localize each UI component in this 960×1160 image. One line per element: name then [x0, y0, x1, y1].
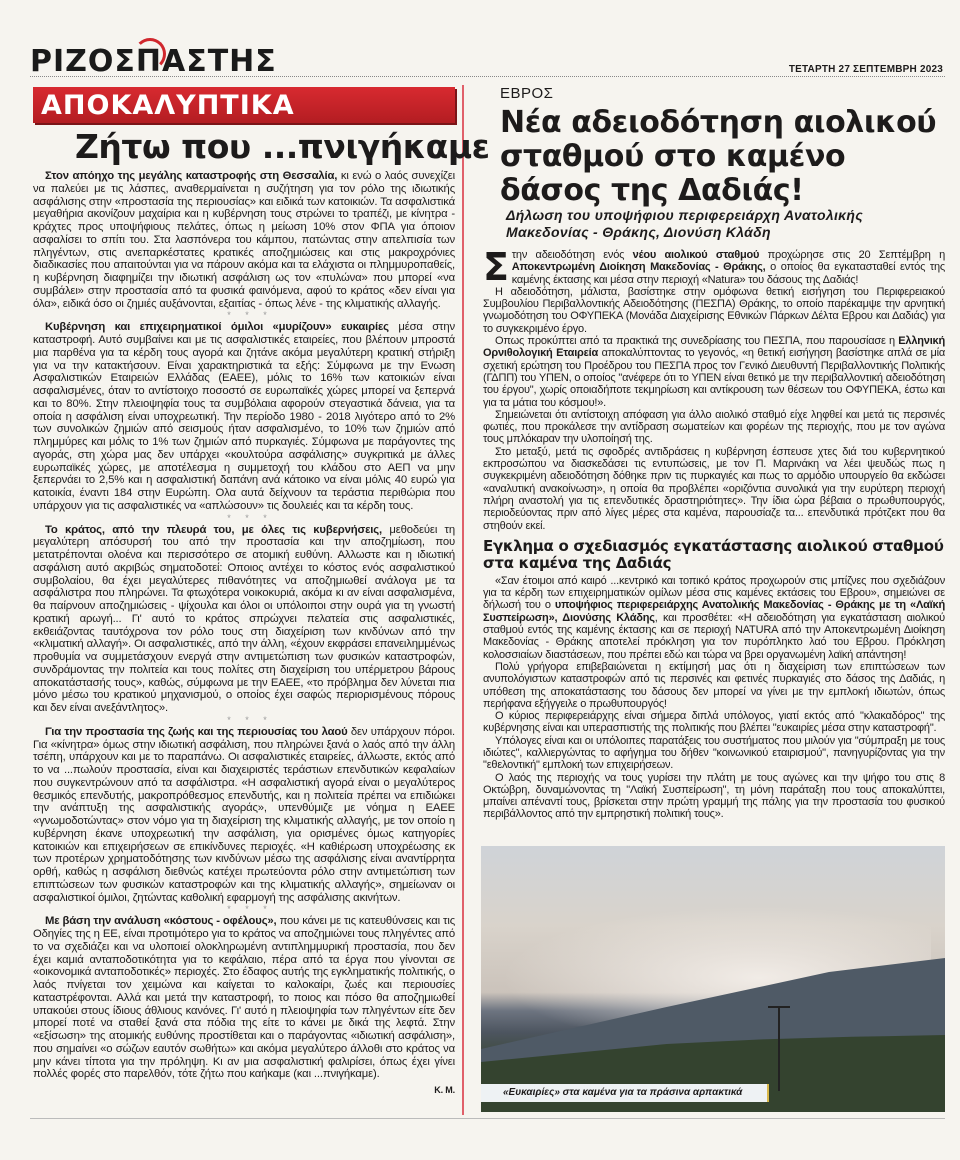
logo-emblem-icon	[134, 38, 166, 70]
section-separator: * * *	[227, 512, 273, 523]
right-subtitle: Δήλωση του υποψήφιου περιφερειάρχη Ανατολικής Μακεδονίας - Θράκης, Διονύση Κλάδη	[506, 207, 863, 240]
paragraph-text: Σημειώνεται ότι αντίστοιχη απόφαση για άλλο αιολικό σταθμό είχε ληφθεί και μετά τις περσινές φωτιές, που προκάλεσε την αντίδραση σωματείων και φορέων της περιοχής, που με τον αγώνα τους μπλόκαραν την υλοποίησή της.	[483, 408, 945, 446]
logo-text: ΡΙΖΟΣΠΑΣΤΗΣ	[30, 44, 277, 79]
article-paragraph	[483, 335, 945, 409]
right-article-body	[483, 245, 945, 821]
paragraph-text: αποκαλύπτοντας το γεγονός, «η θετική εισήγηση βασίστηκε απλά σε μία σχετική ερώτηση του Προέδρου του ΠΕΣΠΑ προς τον Γενικό Διευθυντή Περιβαλλοντικής Πολιτικής (ΓΔΠΠ) του ΥΠΕΝ, ο οποίος "ανέφερε ότι το ΥΠΕΝ είναι θετικό με την περιβαλλοντική αδειοδότηση του έργου", χωρίς οποιαδήποτε τεκμηρίωση και αντίκρουση των θέσεων του ΟΦΥΠΕΚΑ, έστω και για τα μάτια του κόσμου!».	[483, 347, 945, 409]
newspaper-logo	[30, 44, 277, 79]
section-separator: * * *	[227, 310, 273, 321]
bold-lead-text: Ελληνική Ορνιθολογική Εταιρεία	[483, 335, 945, 360]
article-paragraph	[483, 409, 945, 446]
article-paragraph	[483, 661, 945, 710]
article-paragraph	[33, 915, 455, 1081]
header-rule	[30, 76, 945, 77]
article-photo	[481, 846, 945, 1112]
column-divider	[462, 85, 464, 1115]
right-subheading: Εγκλημα ο σχεδιασμός εγκατάστασης αιολικού σταθμού στα καμένα της Δαδιάς	[483, 536, 944, 572]
paragraph-text: Πολύ γρήγορα επιβεβαιώνεται η εκτίμησή μας ότι η διαχείριση των επιπτώσεων των ανυπολόγιστων καταστροφών από τις περσινές και φετινές πυρκαγιές στο δάσος της Δαδιάς, η υπόθεση της αποκατάστασης του δάσους δεν μπορεί να γίνει με την εμπλοκή ιδιωτών, όπως περήφανα εξήγγειλε ο πρωθυπουργός!	[483, 660, 945, 710]
paragraph-text: Η αδειοδότηση, μάλιστα, βασίστηκε στην ομόφωνα θετική εισήγηση του Περιφερειακού Συμβουλίου Περιβαλλοντικής Αδειοδότησης (ΠΕΣΠΑ) Θράκης, το οποίο παρέκαμψε την αρνητική γνωμοδότηση του ΟΦΥΠΕΚΑ (Μονάδα Διαχείρισης Εθνικών Πάρκων Δέλτα Εβρου και Δαδιάς) για το συγκεκριμένο έργο.	[483, 285, 945, 335]
footer-rule	[30, 1118, 945, 1119]
bold-lead-text: Το κράτος, από την πλευρά του, με όλες τις κυβερνήσεις,	[45, 523, 382, 536]
article-paragraph	[33, 726, 455, 905]
article-paragraph	[483, 245, 945, 289]
paragraph-text: , και προσθέτει: «Η αδειοδότηση για εγκατάσταση αιολικού σταθμού εντός της καμένης έκτασης και σε περιοχή NATURA από την Αποκεντρωμένη Διοίκηση Μακεδονίας - Θράκης αποτελεί πρόκληση για τον πυρόπληκτο λαό του Εβρου. Πρόκληση κολοσσιαίων διαστάσεων, που πρέπει εδώ και τώρα να βρει οργανωμένη λαϊκή απάντηση!	[483, 611, 945, 661]
bold-lead-text: Αποκεντρωμένη Διοίκηση Μακεδονίας - Θράκης,	[511, 261, 766, 274]
bold-lead-text: Κυβέρνηση και επιχειρηματικοί όμιλοι «μυρίζουν» ευκαιρίες	[45, 321, 389, 334]
article-paragraph	[483, 446, 945, 532]
bold-lead-text: υποψήφιος περιφερειάρχης Ανατολικής Μακεδονίας - Θράκης με τη «Λαϊκή Συσπείρωση», Διονύσης Κλάδης	[483, 599, 945, 624]
photo-utility-pole	[778, 1006, 780, 1091]
paragraph-text: που κάνει με τις κατευθύνσεις και τις Οδηγίες της η ΕΕ, είναι προτιμότερο για το κράτος να αποζημιώνει τους πληγέντες από το να σχεδιάζει και να υλοποιεί ολοκληρωμένη αντιπλημμυρική προστασία, που δεν έχει καμιά ανταποδοτικότητα για το κεφάλαιο, πέρα από τα έργα που γίνονται σε «οικονομικά ανταποδοτικές» περιοχές. Στο έδαφος αυτής της εγκληματικής πολιτικής, ο λαός πνίγεται τον χειμώνα και καίγεται το καλοκαίρι, ζωές και περιουσίες καταστρέφονται. Αλλά και μετά την καταστροφή, το ποιος και πόσο θα αποζημιωθεί υπακούει στους ίδιους άθλιους κανόνες. Γι' αυτό η πλειοψηφία των πληγέντων είτε δεν μπορεί ποτέ να σταθεί ξανά στα πόδια της είτε το κάνει με δικά της λεφτά. Στην «εξίσωση» της ατομικής ευθύνης προστίθεται και ο παράγοντας «ιδιωτική ασφάλιση», που σημαίνει «ο σώζων εαυτόν σωθήτω» και ακόμα μεγαλύτερο άλλοθι στο κράτος να μην κάνει τίποτα για την πρόληψη. Κι αν μια ασφαλιστική φαλιρίσει, όπως έχει γίνει πολλές φορές στο παρελθόν, τότε ζήτω που καήκαμε (και ...πνιγήκαμε).	[33, 915, 455, 1081]
article-paragraph	[483, 286, 945, 335]
article-paragraph	[33, 524, 455, 715]
section-separator: * * *	[227, 904, 273, 915]
paragraph-text: μέσα στην καταστροφή. Αυτό συμβαίνει και με τις ασφαλιστικές εταιρείες, που βλέπουν μπροστά μια παρθένα για τα κέρδη τους αγορά και ζητάνε ακόμα μεγαλύτερη κρατική στήριξη για να την κατακτήσουν. Είναι χαρακτηριστικά τα εξής: Σύμφωνα με την Ενωση Ασφαλιστικών Εταιρειών Ελλάδας (ΕΑΕΕ), μόλις το 16% των κατοικιών είναι ασφαλισμένες, όταν το αντίστοιχο ποσοστό σε ευρωπαϊκές χώρες μπορεί να ξεπερνά και το 80%. Στην πλειοψηφία τους τα συμβόλαια αφορούν στεγαστικά δάνεια, για τα οποία η ασφάλιση είναι υποχρεωτική. Την περίοδο 1980 - 2018 λιγότερο από το 2% των συνολικών ζημιών από σεισμούς ήταν ασφαλισμένο, το 10% των ζημιών από πλημμύρες και μόλις το 1% των ζημιών από πυρκαγιές. Σύμφωνα με παράγοντες της αγοράς, στη χώρα μας δεν υπάρχει «κουλτούρα ασφάλισης» συγκριτικά με άλλες ευρωπαϊκές χώρες, με αποτέλεσμα η συμμετοχή του κλάδου στο ΑΕΠ να μην ξεπερνάει το 2,5% και η ασφαλιστική δαπάνη ανά κάτοικο να είναι μόλις 40 ευρώ για κατοικία, έναντι 184 στην Ευρώπη. Ολα αυτά δείχνουν τα τεράστια περιθώρια που υπάρχουν για τις ασφαλιστικές να «απλώσουν» τις δουλειές και τα κέρδη τους.	[33, 321, 455, 512]
paragraph-text: Ο λαός της περιοχής να τους γυρίσει την πλάτη με τους αγώνες και την ψήφο του στις 8 Οκτώβρη, δυναμώνοντας τη "Λαϊκή Συσπείρωση", τη μόνη παράταξη που τους αποκαλύπτει, μπαίνει απέναντί τους, βρίσκεται στην πρώτη γραμμή της πάλης για την προστασία του φυσικού περιβάλλοντος από την εμπρηστική πολιτική τους».	[483, 771, 945, 821]
paragraph-text: Στο μεταξύ, μετά τις σφοδρές αντιδράσεις η κυβέρνηση έσπευσε χτες διά του κυβερνητικού εκπροσώπου να διασκεδάσει τις εντυπώσεις, με τον Π. Μαρινάκη να λέει ψευδώς πως η συγκεκριμένη αδειοδότηση δόθηκε πριν τις πυρκαγιές και πως το αρμόδιο υπουργείο θα εκδώσει «αναλυτική ανακοίνωση», η οποία θα προβλέπει «οριζόντια συνολικά για την ευρύτερη περιοχή πλήρη αναστολή για τις επενδυτικές δραστηριότητες». Την ίδια ώρα βέβαια ο πρωθυπουργός, περιοδεύοντας πριν από λίγες μέρες στα καμένα, παρουσίαζε τα... επενδυτικά πρότζεκτ που θα στηθούν εκεί.	[483, 445, 945, 532]
paragraph-text: ο οποίος θα εγκατασταθεί εντός της καμένης έκτασης και μέσα στην περιοχή «Natura» του δάσους της Δαδιάς!	[511, 261, 945, 286]
bold-lead-text: νέου αιολικού σταθμού	[632, 249, 760, 261]
article-paragraph	[33, 321, 455, 512]
article-paragraph	[483, 772, 945, 821]
right-headline: Νέα αδειοδότηση αιολικού σταθμού στο καμένο δάσος της Δαδιάς!	[500, 105, 937, 208]
article-paragraph	[483, 735, 945, 772]
author-signature: Κ. Μ.	[434, 1085, 455, 1095]
paragraph-text: Υπόλογες είναι και οι υπόλοιπες παρατάξεις του συστήματος που μιλούν για "σύμπραξη με τους ιδιώτες", καλλιεργώντας το αφήγημα του δήθεν "κοινωνικού εταιρισμού", πανηγυρίζοντας για την "εθελοντική" εμπλοκή των επιχειρήσεων.	[483, 734, 945, 772]
bold-lead-text: Με βάση την ανάλυση «κόστους - οφέλους»,	[45, 915, 277, 928]
drop-cap: Σ	[483, 245, 509, 289]
paragraph-text: μεθοδεύει τη μεγαλύτερη απόσυρσή του από την προστασία και την αποζημίωση, που μετατρέπονται ολοένα και περισσότερο σε ατομική ευθύνη. Αλλωστε και η ιδιωτική ασφάλιση αυτό ακριβώς σηματοδοτεί: Οποιος αντέχει το κόστος ενός ασφαλιστικού συμβολαίου, θα έχει μεγαλύτερες πιθανότητες να αποζημιωθεί ανάλογα με τα ασφάλιστρα που πληρώνει. Τα φτωχότερα νοικοκυριά, ακόμα κι αν είναι ασφαλισμένα, θα παίρνουν αποζημιώσεις - ψίχουλα και όλοι οι υπόλοιποι στην ουρά για τη γνωστή κρατική αρωγή... Γι' αυτό το κράτος σπρώχνει πελατεία στις ασφαλιστικές, εκθειάζοντας ταυτόχρονα τον ρόλο τους στη διαχείριση των κινδύνων από την «κλιματική αλλαγή». Οι ασφαλιστικές, από την άλλη, «έχουν εκφράσει επανειλημμένως προθυμία να συμμετάσχουν ενεργά στην αντιμετώπιση των φυσικών καταστροφών, συνδράμοντας την πολιτεία και τους πολίτες στη διαχείριση του υπέρμετρου βάρους αποκατάστασής τους», καθώς, σύμφωνα με την ΕΑΕΕ, «το πρόβλημα δεν λύνεται πια μόνο μέσω του κρατικού μηχανισμού, ο οποίος έχει σαφώς περιορισμένους πόρους και δεν είναι ανεξάντλητος».	[33, 523, 455, 714]
left-article-body	[33, 170, 455, 1097]
section-label: ΑΠΟΚΑΛΥΠΤΙΚΑ	[41, 90, 295, 121]
paragraph-text: Οπως προκύπτει από τα πρακτικά της συνεδρίασης του ΠΕΣΠΑ, που παρουσίασε η	[495, 335, 899, 348]
paragraph-text: Ο κύριος περιφερειάρχης είναι σήμερα διπλά υπόλογος, γιατί εκτός από "κλακαδόρος" της κυβέρνησης είναι και υπερασπιστής της πολιτικής που βλέπει "ευκαιρίες μέσα στην καταστροφή".	[483, 710, 945, 735]
section-banner	[33, 87, 455, 123]
paragraph-text: προχώρησε στις 20 Σεπτέμβρη η	[759, 249, 945, 261]
section-separator: * * *	[227, 714, 273, 725]
left-headline: Ζήτω που ...πνιγήκαμε	[75, 127, 490, 166]
bold-lead-text: Για την προστασία της ζωής και της περιουσίας του λαού	[45, 725, 348, 738]
paragraph-text: «Σαν έτοιμοι από καιρό ...κεντρικό και τοπικό κράτος προχωρούν στις μπίζνες που σχεδιάζουν για τα κέρδη των επιχειρηματικών ομίλων μέσα στις καμένες εκτάσεις του Εβρου», σημειώνει σε δήλωσή του ο	[483, 574, 945, 612]
issue-date: ΤΕΤΑΡΤΗ 27 ΣΕΠΤΕΜΒΡΗ 2023	[788, 64, 943, 75]
paragraph-text: δεν υπάρχουν πόροι. Για «κίνητρα» όμως στην ιδιωτική ασφάλιση, που πληρώνει ξανά ο λαός από την άλλη τσέπη, υπάρχουν και με το παραπάνω. Οι ασφαλιστικές εταιρείες, άλλωστε, εκτός από το να ...πωλούν προστασία, είναι και διαχειριστές τεράστιων επενδυτικών κεφαλαίων που συγκεντρώνουν από τα ασφάλιστρα. «Η ασφαλιστική αγορά είναι ο μεγαλύτερος θεσμικός επενδυτής, μακροπρόθεσμος επενδυτής, και η πολιτεία πρέπει να επιδιώκει την ανάπτυξη της ασφαλιστικής αγοράς», υπενθύμιζε με νόημα η ΕΑΕΕ «γνωμοδοτώντας» στον νόμο για τη διαχείριση της κλιματικής αλλαγής, με τον οποίο η κυβέρνηση έκανε υποχρεωτική την ασφάλιση, για ορισμένες όμως κατηγορίες κατοικιών και επιχειρήσεων σε επικίνδυνες περιοχές. «Η καθιέρωση υποχρέωσης εκ των προτέρων χρηματοδότησης των κινδύνων μέσω της ασφάλισης είναι αναντίρρητα ορθή, καθώς η ασφάλιση διεθνώς κατέχει πρωτεύοντα ρόλο στην αντιμετώπιση των επιπτώσεων των φυσικών καταστροφών και της κλιματικής αλλαγής», σημείωναν οι ασφαλιστικοί όμιλοι, ζητώντας καθολική εφαρμογή της ασφάλισης ακινήτων.	[33, 725, 455, 904]
article-paragraph	[483, 710, 945, 735]
article-paragraph	[483, 575, 945, 661]
article-paragraph	[33, 170, 455, 310]
photo-caption: «Ευκαιρίες» στα καμένα για τα πράσινα αρπακτικά	[481, 1084, 769, 1102]
bold-lead-text: Στον απόηχο της μεγάλης καταστροφής στη Θεσσαλία,	[45, 170, 338, 182]
paragraph-text: κι ενώ ο λαός συνεχίζει να παλεύει με τις λάσπες, αναθερμαίνεται η συζήτηση για τον ρόλο της ιδιωτικής ασφάλισης στην «προστασία της περιουσίας» και ειδικά των κατοικιών. Τα ασφαλιστικά μεγαθήρια ακονίζουν μαχαίρια και η κυβέρνηση τους στρώνει το τραπέζι, με κίνητρα - κράχτες προς υποψήφιους πελάτες, όπως η μείωση 10% στον ΦΠΑ για όποιον ασφαλίσει το σπίτι του. Στα λασπόνερα του κάμπου, πατώντας στην απελπισία των πληγέντων, στις ανεπαρκέστατες κρατικές αποζημιώσεις και στις μακροχρόνιες διαδικασίες που απαιτούνται για να πάρουν ακόμα και τα ελάχιστα οι πλημμυροπαθείς, η κυβέρνηση διαφημίζει την ιδιωτική ασφάλιση ως τον «πυλώνα» που μπορεί «να συμβάλει» στην προστασία από τα φυσικά φαινόμενα, αφού το κράτος «δεν είναι για όλα», ειδικά όσο οι ζημιές αυξάνονται, εξαιτίας - όπως λένε - της κλιματικής αλλαγής.	[33, 170, 456, 310]
right-kicker: ΕΒΡΟΣ	[500, 85, 554, 102]
paragraph-text: την αδειοδότηση ενός	[511, 249, 633, 261]
